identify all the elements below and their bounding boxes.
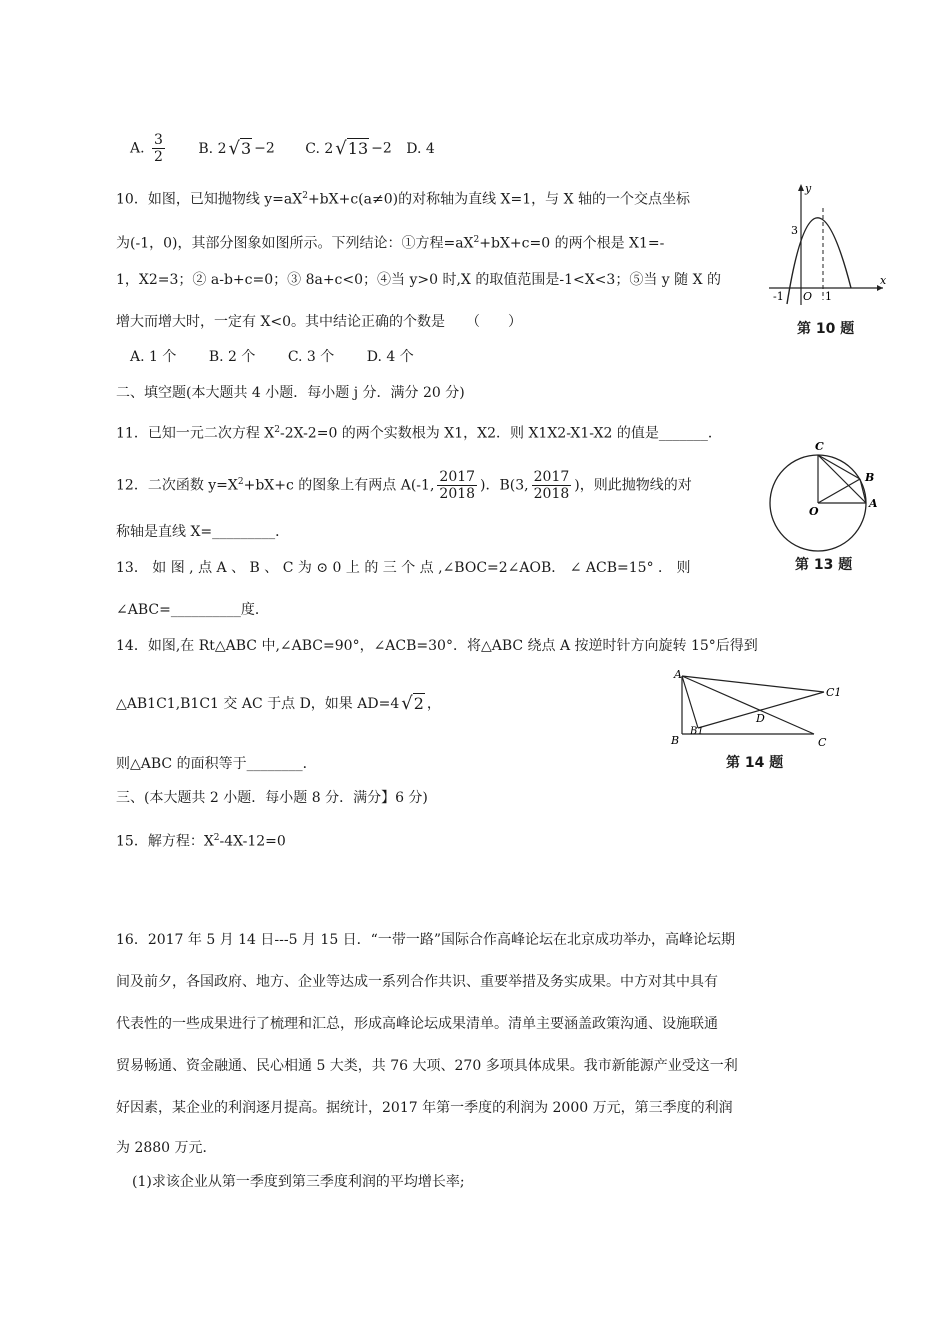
section-3-heading: 三、(本大题共 2 小题．每小题 8 分．满分】6 分) bbox=[116, 790, 428, 806]
label-c: C bbox=[818, 736, 827, 749]
q10-line-4: 增大而增大时，一定有 X<0。其中结论正确的个数是 （ ） bbox=[116, 314, 523, 330]
tick-neg1-label: -1 bbox=[773, 290, 784, 303]
y-label: y bbox=[805, 182, 812, 195]
q10-parabola-figure bbox=[765, 180, 890, 310]
q9-options bbox=[130, 132, 435, 165]
segment-ab1 bbox=[682, 676, 698, 728]
y-axis-arrow bbox=[798, 184, 804, 191]
q9-option-c-prefix: C. 2 bbox=[305, 140, 334, 157]
q10-line-1: 10．如图，已知抛物线 $y=aX^2+bX+c(a\ne 0)$的对称轴为直线 X=1，与 X 轴的一个交点坐标 bbox=[116, 191, 691, 208]
label-c1: C1 bbox=[826, 686, 842, 699]
q14-sqrt: √2 bbox=[401, 693, 424, 714]
q9-option-d: D. 4 bbox=[406, 140, 435, 157]
label-a: A bbox=[674, 668, 682, 681]
q14-line-3: 则△ABC 的面积等于________． bbox=[116, 756, 317, 772]
q13-circle-figure bbox=[765, 437, 885, 557]
q16-line-2: 间及前夕，各国政府、地方、企业等达成一系列合作共识、重要举措及务实成果。中方对其中具有 bbox=[116, 974, 718, 990]
q9-option-b-prefix: B. 2 bbox=[198, 140, 227, 157]
label-a: A bbox=[869, 497, 878, 510]
q11-text: 11．已知一元二次方程 $X^2-2X-2=0$ 的两个实数根为 X1，X2．则 X1X2-X1-X2 的值是_______． bbox=[116, 425, 722, 442]
q15-text: 15．解方程：$X^2-4X-12=0$ bbox=[116, 833, 286, 850]
fraction-numerator: 3 bbox=[154, 132, 163, 148]
label-o: O bbox=[809, 505, 819, 518]
label-b: B bbox=[865, 471, 875, 484]
q16-line-1: 16．2017 年 5 月 14 日---5 月 15 日．“一带一路”国际合作高峰论坛在北京成功举办，高峰论坛期 bbox=[116, 932, 735, 948]
q9-option-c-suffix: −2 bbox=[371, 140, 392, 157]
fraction-denominator: 2 bbox=[154, 149, 163, 165]
label-c: C bbox=[815, 440, 824, 453]
q16-line-6: 为 2880 万元． bbox=[116, 1140, 217, 1156]
q13-line-2: ∠ABC=__________度． bbox=[116, 602, 269, 618]
q10-options: A. 1 个 B. 2 个 C. 3 个 D. 4 个 bbox=[130, 349, 414, 365]
q16-line-5: 好因素，某企业的利润逐月提高。据统计，2017 年第一季度的利润为 2000 万元，第三季度的利润 bbox=[116, 1100, 733, 1116]
q14-triangle-figure bbox=[668, 668, 848, 750]
q16-subquestion-1: (1)求该企业从第一季度到第三季度利润的平均增长率; bbox=[132, 1174, 465, 1190]
q16-line-3: 代表性的一些成果进行了梳理和汇总，形成高峰论坛成果清单。清单主要涵盖政策沟通、设施联通 bbox=[116, 1016, 718, 1032]
x-label: x bbox=[880, 274, 887, 287]
label-d: D bbox=[756, 712, 765, 725]
q9-option-b-suffix: −2 bbox=[254, 140, 275, 157]
segment-ac1 bbox=[682, 676, 824, 692]
q10-line-3: 1，X2=3；② a-b+c=0；③ 8a+c<0；④当 y>0 时,X 的取值范围是-1<X<3；⑤当 y 随 X 的 bbox=[116, 272, 721, 288]
q14-line-2: △AB1C1,B1C1 交 AC 于点 D，如果 AD=4 √2 ， bbox=[116, 693, 441, 714]
label-b: B bbox=[671, 734, 680, 747]
q16-line-4: 贸易畅通、资金融通、民心相通 5 大类，共 76 大项、270 多项具体成果。我市新能源产业受这一利 bbox=[116, 1058, 738, 1074]
q13-figure-caption: 第 13 题 bbox=[795, 557, 853, 573]
q9-option-a-fraction bbox=[152, 132, 165, 165]
label-b1: B1 bbox=[690, 726, 704, 737]
tick-3-label: 3 bbox=[791, 224, 798, 237]
q14-line-1: 14．如图,在 Rt△ABC 中,∠ABC=90°，∠ACB=30°．将△ABC 绕点 A 按逆时针方向旋转 15°后得到 bbox=[116, 638, 758, 654]
q10-figure-caption: 第 10 题 bbox=[797, 321, 855, 337]
tick-1-label: 1 bbox=[825, 290, 832, 303]
q12-fraction-b: $\frac{2017}{2018}$ bbox=[533, 469, 570, 503]
origin-label: O bbox=[803, 290, 813, 303]
q9-option-b-sqrt: √3 bbox=[228, 137, 252, 159]
q9-option-a-label: A. bbox=[130, 140, 145, 157]
q14-figure-caption: 第 14 题 bbox=[726, 755, 784, 771]
section-2-heading: 二、填空题(本大题共 4 小题．每小题 j 分．满分 20 分) bbox=[116, 385, 465, 401]
q10-line-2: 为(-1，0)，其部分图象如图所示。下列结论：①方程$=aX^2+bX+c=0$ 的两个根是 X1=- bbox=[116, 235, 665, 252]
q12-fraction-a: $\frac{2017}{2018}$ bbox=[439, 469, 476, 503]
q13-line-1: 13． 如 图 , 点 A 、 B 、 C 为 ⊙ 0 上 的 三 个 点 ,∠BOC=2∠AOB． ∠ ACB=15° ． 则 bbox=[116, 560, 691, 576]
q12-line-1: 12．二次函数 $y=X^2+bX+c$ 的图象上有两点 A(-1, $\frac{2017}{2018}$ )．B(3, $\frac{2017}{2018}$ )，则此抛物线的对 bbox=[116, 469, 692, 503]
q9-option-c-sqrt: √13 bbox=[335, 137, 369, 159]
q12-line-2: 称轴是直线 X=_________． bbox=[116, 524, 290, 540]
